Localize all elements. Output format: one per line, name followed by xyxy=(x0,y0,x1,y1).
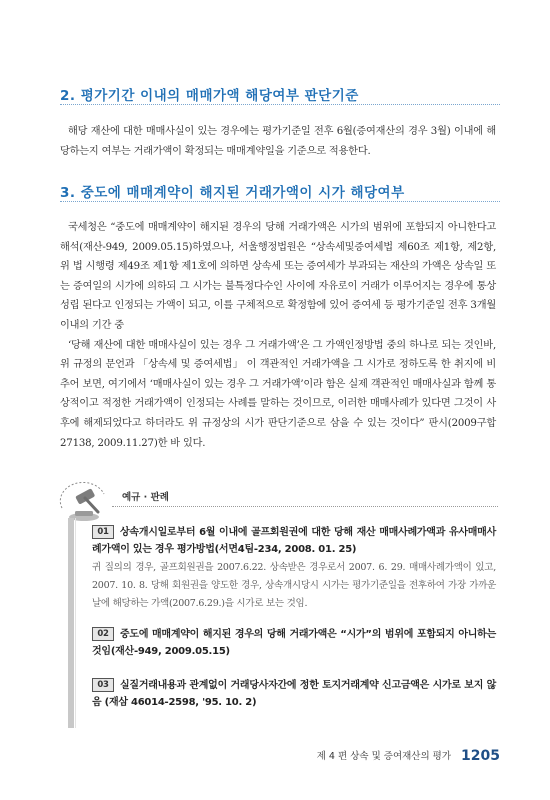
cases-divider xyxy=(112,506,498,507)
section-3-paragraph-1: 국세청은 “중도에 매매계약이 해지된 경우의 당해 거래가액은 시가의 범위에 포함되지 아니한다고 해석(재산-949, 2009.05.15)하였으나, 서울행정법원은 “상속세및증여세법 제60조 제1항, 제2항, 위 법 시행령 제49조 제1항 제1호에 의하면 상속세 또는 증여세가 부과되는 재산의 가액은 상속일 또는 증여일의 시가에 의하되 그 시가는 불특정다수인 사이에 자유로이 거래가 이루어지는 경우에 통상 성립 된다고 인정되는 가액이 되고, 이를 구체적으로 확정함에 있어 증여세 등 평가기준일 전후 3개월 이내의 기간 중 xyxy=(60,222,496,331)
chapter-title: 제 4 편 상속 및 증여재산의 평가 xyxy=(316,751,452,762)
case-number-badge: 03 xyxy=(92,678,114,692)
case-item-3 xyxy=(92,677,496,711)
section-2-paragraph: 해당 재산에 대한 매매사실이 있는 경우에는 평가기준일 전후 6월(증여재산의 경우 3월) 이내에 해당하는지 여부는 거래가액이 확정되는 매매계약일을 기준으로 적용한다. xyxy=(60,126,496,157)
section-3-body xyxy=(60,218,496,453)
case-item-3-title xyxy=(92,677,496,711)
case-number-badge: 02 xyxy=(92,627,114,641)
case-item-1-title-text: 상속개시일로부터 6월 이내에 골프회원권에 대한 당해 재산 매매사례가액과 유사매매사례가액이 있는 경우 평가방법(서면4팀-234, 2008. 01. 25) xyxy=(92,527,496,555)
page-number: 1205 xyxy=(461,748,500,764)
section-2-divider xyxy=(60,104,500,105)
section-2-body xyxy=(60,122,496,161)
case-item-1 xyxy=(92,524,496,613)
case-item-2-title-text: 중도에 매매계약이 해지된 경우의 당해 거래가액은 “시가”의 범위에 포함되지 아니하는 것임(재산-949, 2009.05.15) xyxy=(92,629,496,657)
case-item-1-body: 귀 질의의 경우, 골프회원권을 2007.6.22. 상속받은 경우로서 2007. 6. 29. 매매사례가액이 있고, 2007. 10. 8. 당해 회원권을 양도한 경우, 상속개시당시 시가는 평가기준일을 전후하여 가장 가까운 날에 해당하는 가액(2007.6.29.)을 시가로 보는 것임. xyxy=(92,562,496,609)
section-2-heading: 2. 평가기간 이내의 매매가액 해당여부 판단기준 xyxy=(60,88,359,104)
case-number-badge: 01 xyxy=(92,525,114,539)
cases-side-bar xyxy=(68,518,74,728)
section-3-heading: 3. 중도에 매매계약이 해지된 거래가액이 시가 해당여부 xyxy=(60,185,405,201)
page-footer xyxy=(317,744,500,764)
gavel-icon xyxy=(58,482,110,524)
case-item-3-title-text: 실질거래내용과 관계없이 거래당사자간에 정한 토지거래계약 신고금액은 시가로 보지 않음 (재삼 46014-2598, '95. 10. 2) xyxy=(92,680,496,708)
cases-label: 예규 · 판례 xyxy=(122,492,169,503)
section-3-divider xyxy=(60,201,500,202)
section-3-paragraph-2: ‘당해 재산에 대한 매매사실이 있는 경우 그 거래가액’은 그 가액인정방법 중의 하나로 되는 것인바, 위 규정의 문언과 「상속세 및 증여세법」 이 객관적인 거래가액을 그 시가로 정하도록 한 취지에 비추어 보면, 여기에서 ‘매매사실이 있는 경우 그 거래가액’이라 함은 실제 객관적인 매매사실과 함께 통상적이고 적정한 거래가액이 인정되는 사례를 말하는 것이므로, 이러한 매매사례가 있다면 그것이 사후에 해제되었다고 하더라도 위 규정상의 시가 판단기준으로 삼을 수 있는 것이다” 판시(2009구합27138, 2009.11.27)한 바 있다. xyxy=(60,339,496,449)
case-item-2-title xyxy=(92,626,496,660)
cases-side-bar-shadow xyxy=(75,518,76,728)
case-item-1-title xyxy=(92,524,496,558)
case-item-2 xyxy=(92,626,496,660)
